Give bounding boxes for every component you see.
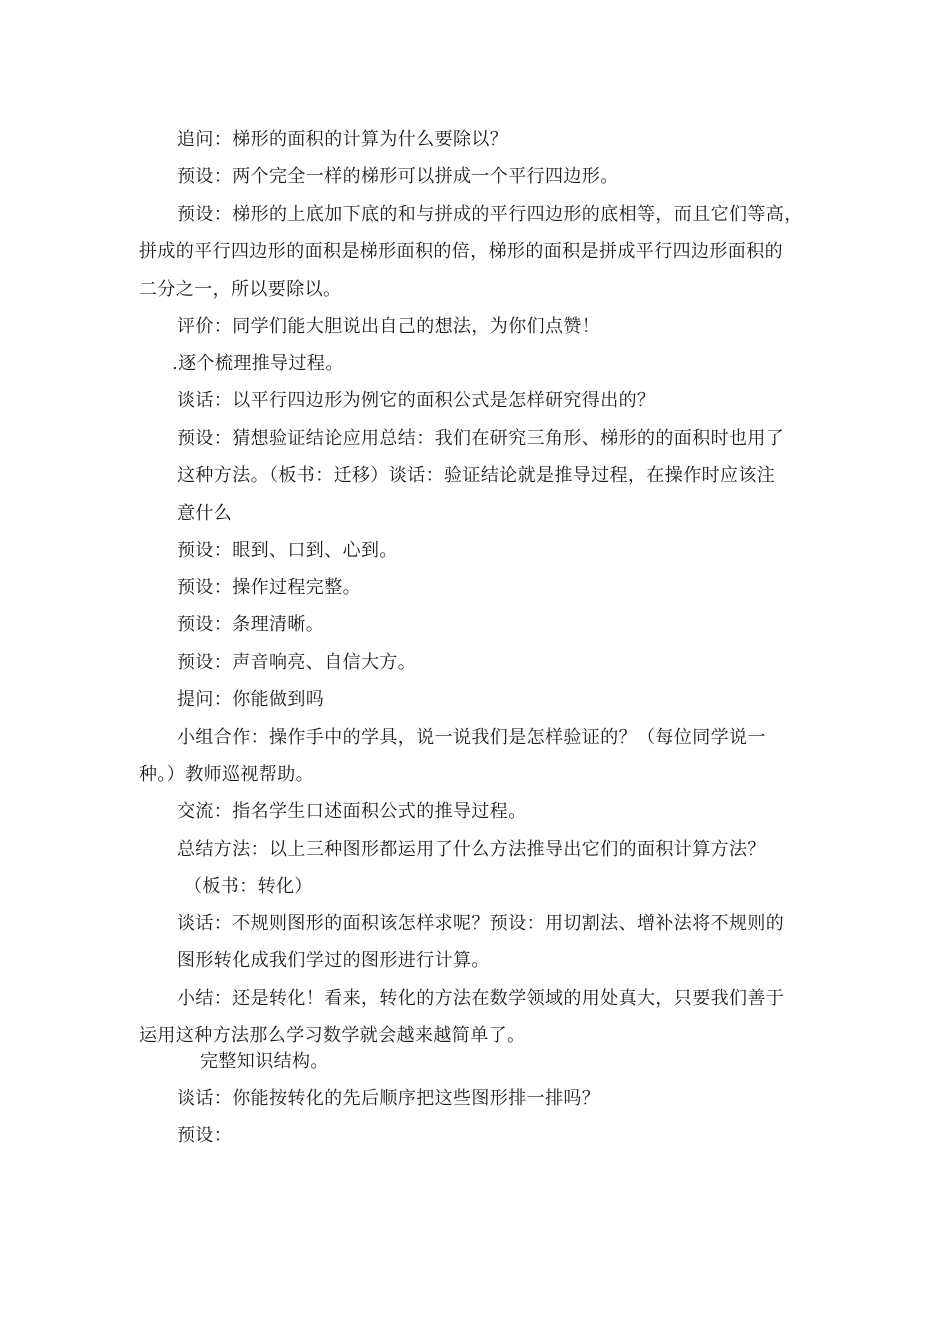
text-line: 追问：梯形的面积的计算为什么要除以？ xyxy=(177,129,509,150)
text-line: 预设：梯形的上底加下底的和与拼成的平行四边形的底相等，而且它们等高， xyxy=(177,204,803,225)
text-line: 预设： xyxy=(177,1125,233,1146)
text-line: 总结方法：以上三种图形都运用了什么方法推导出它们的面积计算方法？ xyxy=(177,839,766,860)
text-line: 种。）教师巡视帮助。 xyxy=(139,764,314,785)
text-line: 谈话：以平行四边形为例它的面积公式是怎样研究得出的？ xyxy=(177,390,656,411)
text-line: 谈话：不规则图形的面积该怎样求呢？预设：用切割法、增补法将不规则的 xyxy=(177,913,785,934)
text-line: 预设：条理清晰。 xyxy=(177,614,325,635)
text-line: 这种方法。（板书：迁移）谈话：验证结论就是推导过程，在操作时应该注 xyxy=(177,465,776,486)
text-line: 评价：同学们能大胆说出自己的想法，为你们点赞！ xyxy=(177,316,601,337)
text-line: 提问：你能做到吗 xyxy=(177,689,325,710)
text-line: 二分之一，所以要除以。 xyxy=(139,279,342,300)
text-line: 预设：眼到、口到、心到。 xyxy=(177,540,398,561)
text-line: 小组合作：操作手中的学具，说一说我们是怎样验证的？（每位同学说一 xyxy=(177,727,766,748)
section-heading: .逐个梳理推导过程。 xyxy=(172,353,344,374)
text-line: （板书：转化） xyxy=(184,876,313,897)
text-line: 拼成的平行四边形的面积是梯形面积的倍，梯形的面积是拼成平行四边形面积的 xyxy=(139,241,783,262)
text-line: 预设：操作过程完整。 xyxy=(177,577,361,598)
text-line: 小结：还是转化！看来，转化的方法在数学领域的用处真大，只要我们善于 xyxy=(177,988,785,1009)
text-line: 预设：声音响亮、自信大方。 xyxy=(177,652,417,673)
text-line: 预设：两个完全一样的梯形可以拼成一个平行四边形。 xyxy=(177,166,619,187)
section-heading: 完整知识结构。 xyxy=(200,1051,329,1072)
text-line: 交流：指名学生口述面积公式的推导过程。 xyxy=(177,801,527,822)
text-line: 运用这种方法那么学习数学就会越来越简单了。 xyxy=(139,1025,526,1046)
text-line: 预设：猜想验证结论应用总结：我们在研究三角形、梯形的的面积时也用了 xyxy=(177,428,785,449)
text-line: 谈话：你能按转化的先后顺序把这些图形排一排吗？ xyxy=(177,1088,601,1109)
text-line: 图形转化成我们学过的图形进行计算。 xyxy=(177,950,490,971)
text-line: 意什么 xyxy=(177,503,233,524)
